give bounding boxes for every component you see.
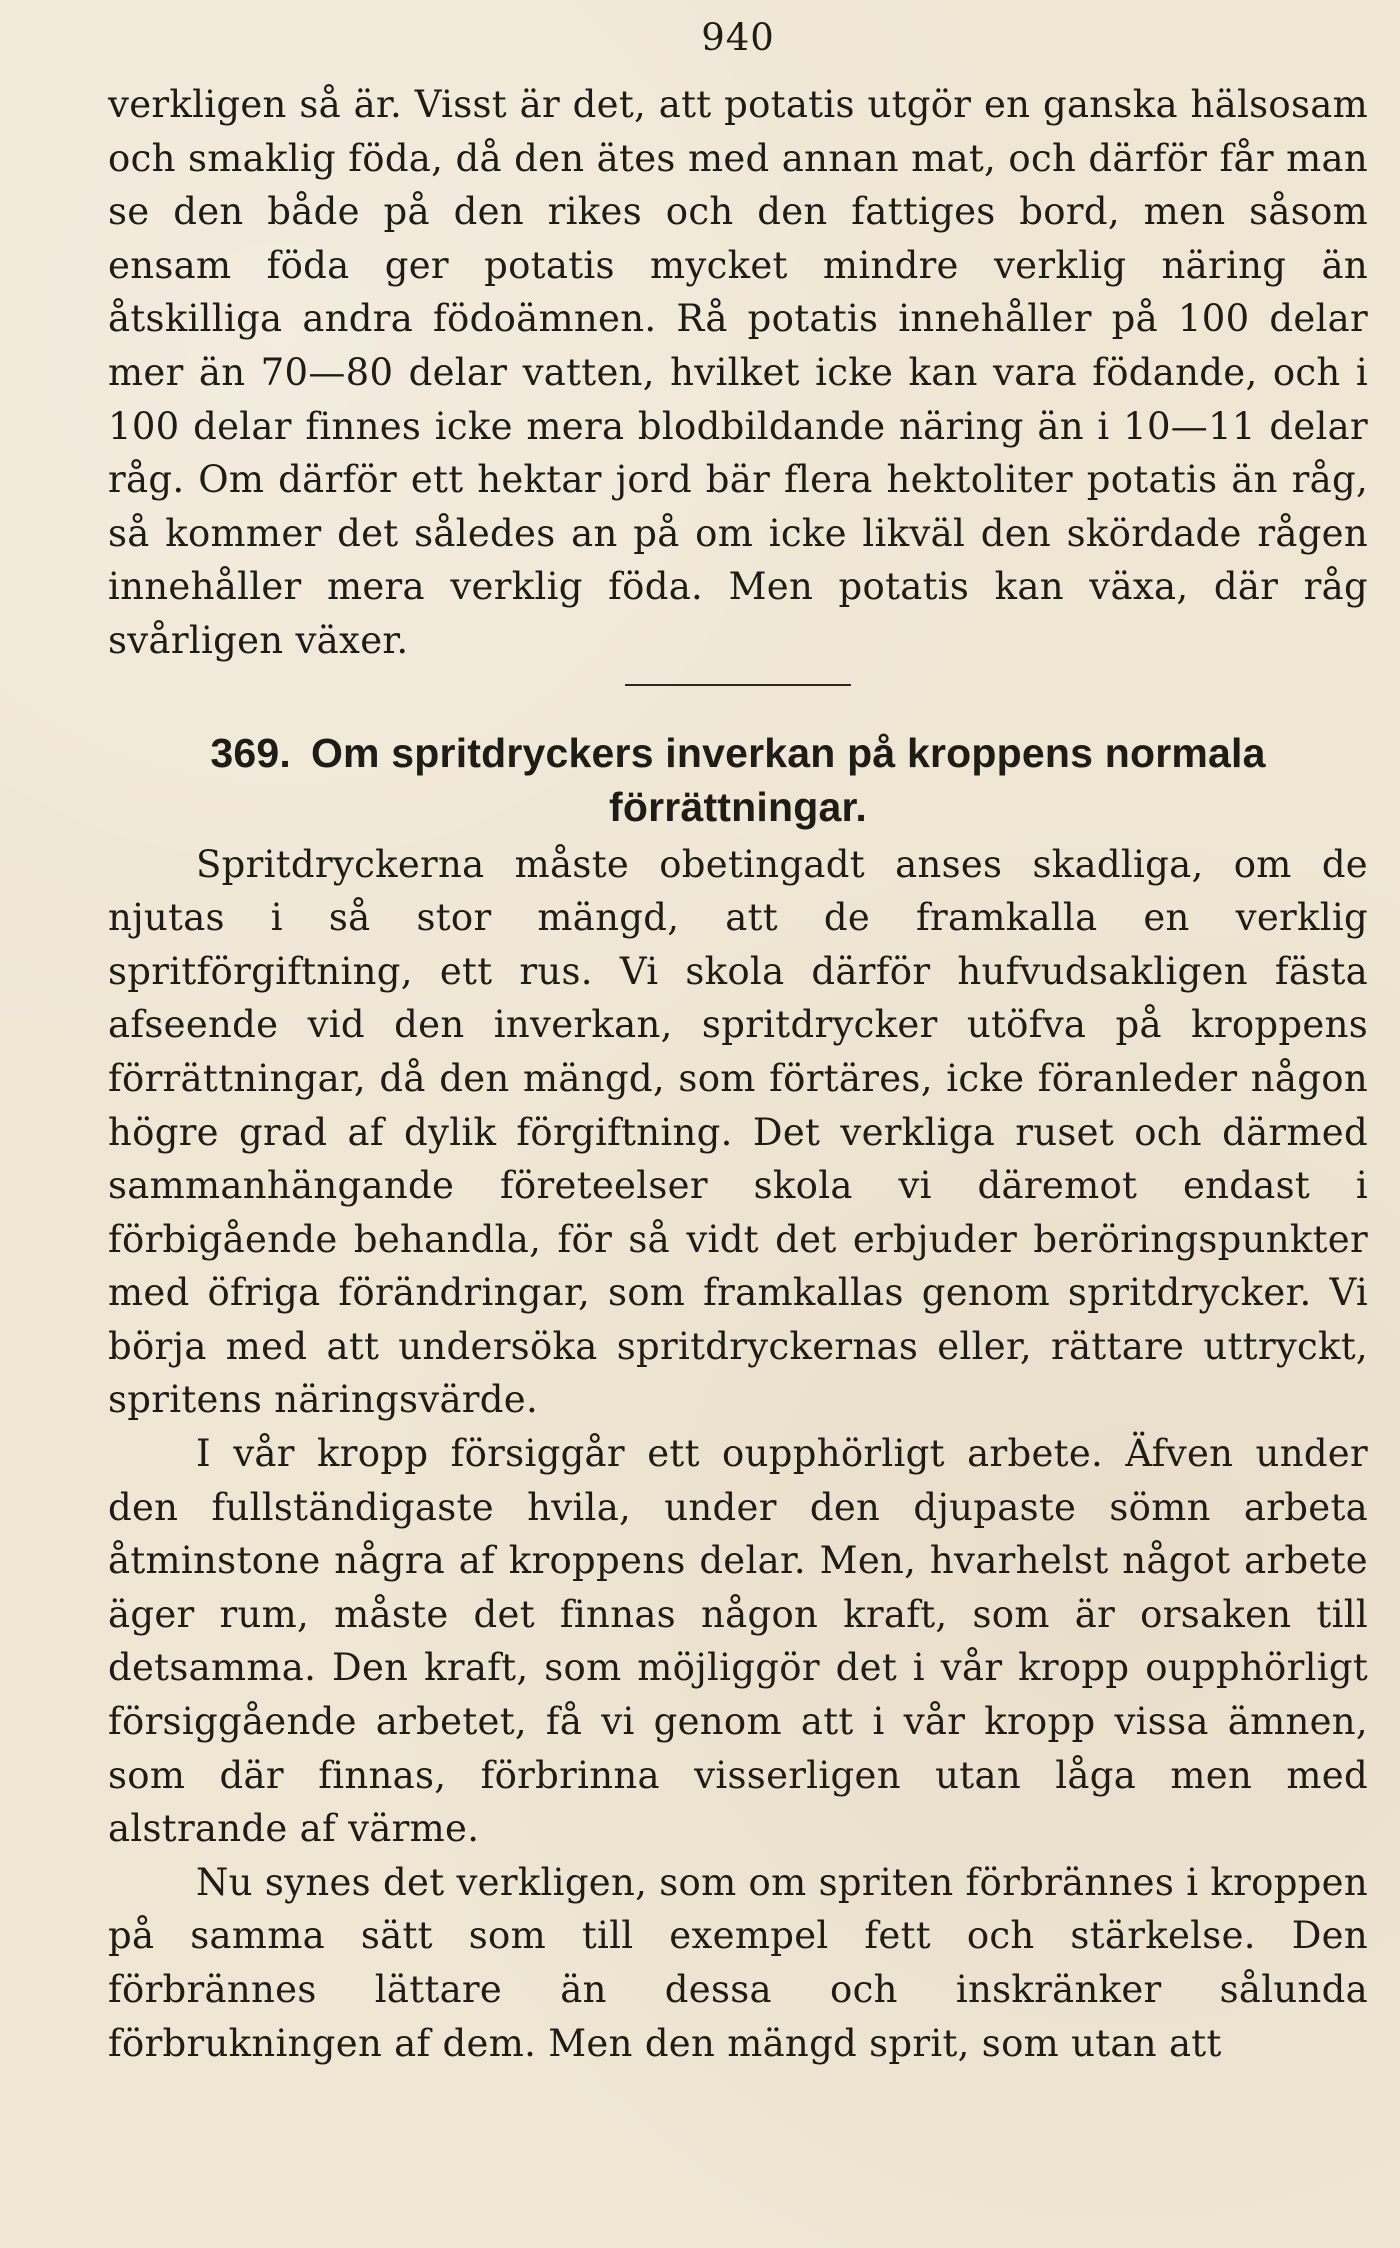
paragraph-spritdryckerna: Spritdryckerna måste obetingadt anses skadliga, om de njutas i så stor mängd, att de framkalla en verklig spritförgiftning, ett rus. Vi skola därför hufvudsakligen fästa afseende vid den inverkan, spritdrycker utöfva på kroppens förrättningar, då den mängd, som förtäres, icke föranleder någon högre grad af dylik förgiftning. Det verkliga ruset och därmed sammanhängande företeelser skola vi däremot endast i förbigående behandla, för så vidt det erbjuder beröringspunkter med öfriga förändringar, som framkallas genom spritdrycker. Vi börja med att undersöka spritdryckernas eller, rättare uttryckt, spritens näringsvärde. <box>108 842 1368 1422</box>
section-title: Om spritdryckers inverkan på kroppens normala förrättningar. <box>310 729 1266 830</box>
section-number: 369. <box>210 729 291 776</box>
paragraph-potatis: verkligen så är. Visst är det, att potatis utgör en ganska hälsosam och smaklig föda, då den ätes med annan mat, och därför får man se den både på den rikes och den fattiges bord, men såsom ensam föda ger potatis mycket mindre verklig näring än åtskilliga andra födoämnen. Rå potatis innehåller på 100 delar mer än 70—80 delar vatten, hvilket icke kan vara födande, och i 100 delar finnes icke mera blodbildande näring än i 10—11 delar råg. Om därför ett hektar jord bär flera hektoliter potatis än råg, så kommer det således an på om icke likväl den skördade rågen innehåller mera verklig föda. Men potatis kan växa, där råg svårligen växer. <box>108 83 1368 662</box>
page-content <box>108 10 1368 2070</box>
page-number: 940 <box>701 16 775 59</box>
paragraph-spriten-forbrannes: Nu synes det verkligen, som om spriten förbrännes i kroppen på samma sätt som till exempel fett och stärkelse. Den förbrännes lättare än dessa och inskränker sålunda förbrukningen af dem. Men den mängd sprit, som utan att <box>108 1860 1368 2065</box>
section-divider <box>625 684 851 686</box>
paragraph-kropp-arbete: I vår kropp försiggår ett oupphörligt arbete. Äfven under den fullständigaste hvila, under den djupaste sömn arbeta åtminstone några af kroppens delar. Men, hvarhelst något arbete äger rum, måste det finnas någon kraft, som är orsaken till detsamma. Den kraft, som möjliggör det i vår kropp oupphörligt försiggående arbetet, få vi genom att i vår kropp vissa ämnen, som där finnas, förbrinna visserligen utan låga men med alstrande af värme. <box>108 1432 1368 1851</box>
section-heading <box>108 726 1368 834</box>
